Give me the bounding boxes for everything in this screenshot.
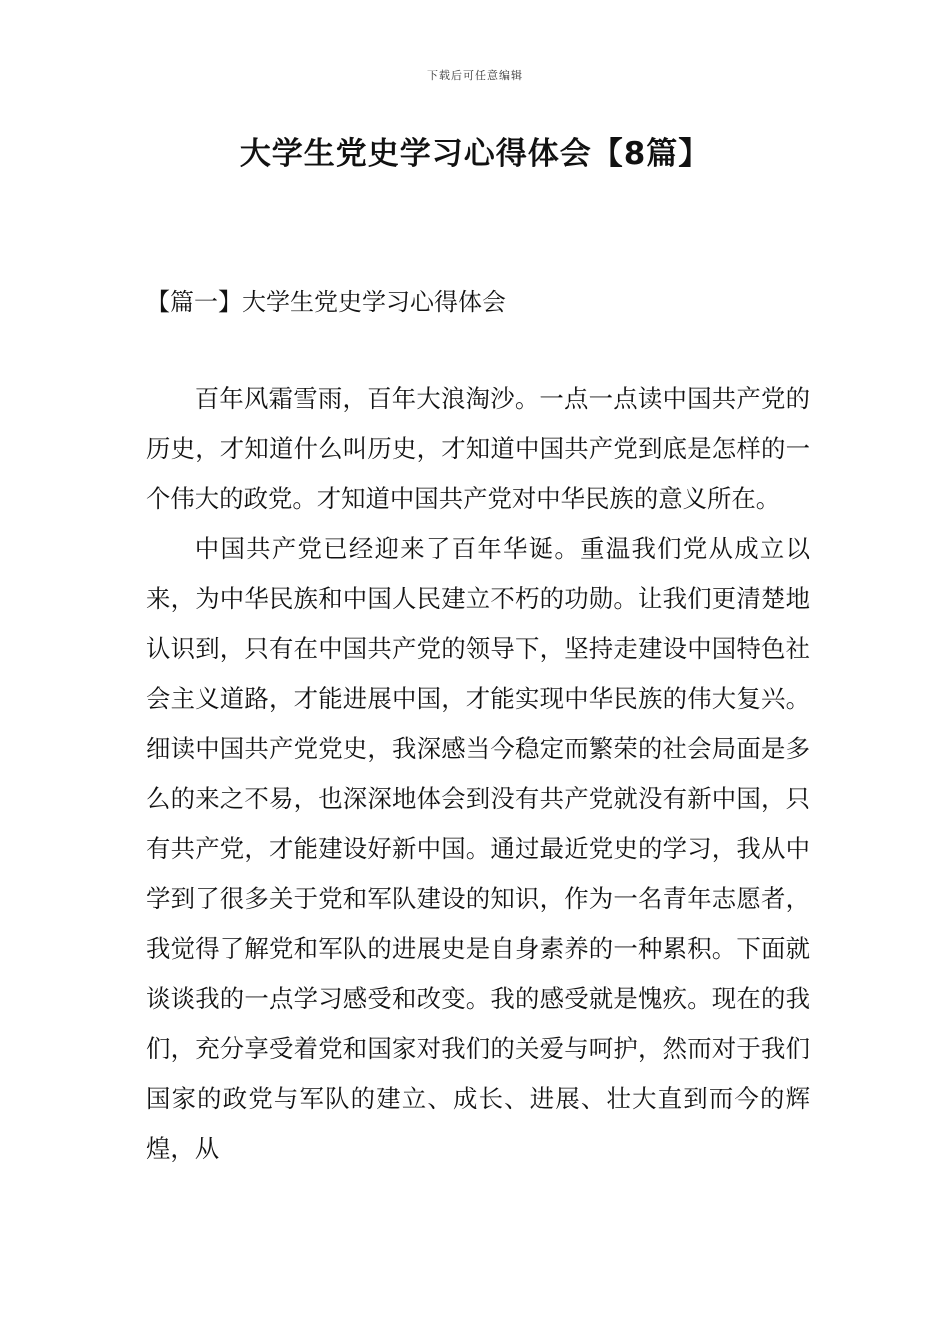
- body-text: [146, 374, 810, 1174]
- document-title: 大学生党史学习心得体会【8篇】: [239, 136, 711, 172]
- paragraph: 中国共产党已经迎来了百年华诞。重温我们党从成立以来，为中华民族和中国人民建立不朽的功勋。让我们更清楚地认识到，只有在中国共产党的领导下，坚持走建设中国特色社会主义道路，才能进展中国，才能实现中华民族的伟大复兴。细读中国共产党党史，我深感当今稳定而繁荣的社会局面是多么的来之不易，也深深地体会到没有共产党就没有新中国，只有共产党，才能建设好新中国。通过最近党史的学习，我从中学到了很多关于党和军队建设的知识，作为一名青年志愿者，我觉得了解党和军队的进展史是自身素养的一种累积。下面就谈谈我的一点学习感受和改变。我的感受就是愧疚。现在的我们，充分享受着党和国家对我们的关爱与呵护，然而对于我们国家的政党与军队的建立、成长、进展、壮大直到而今的辉煌，从: [146, 534, 810, 1163]
- paragraph: 百年风霜雪雨，百年大浪淘沙。一点一点读中国共产党的历史，才知道什么叫历史，才知道中国共产党到底是怎样的一个伟大的政党。才知道中国共产党对中华民族的意义所在。: [146, 384, 810, 513]
- header-note: 下载后可任意编辑: [427, 69, 523, 82]
- section-heading: 【篇一】大学生党史学习心得体会: [146, 288, 506, 316]
